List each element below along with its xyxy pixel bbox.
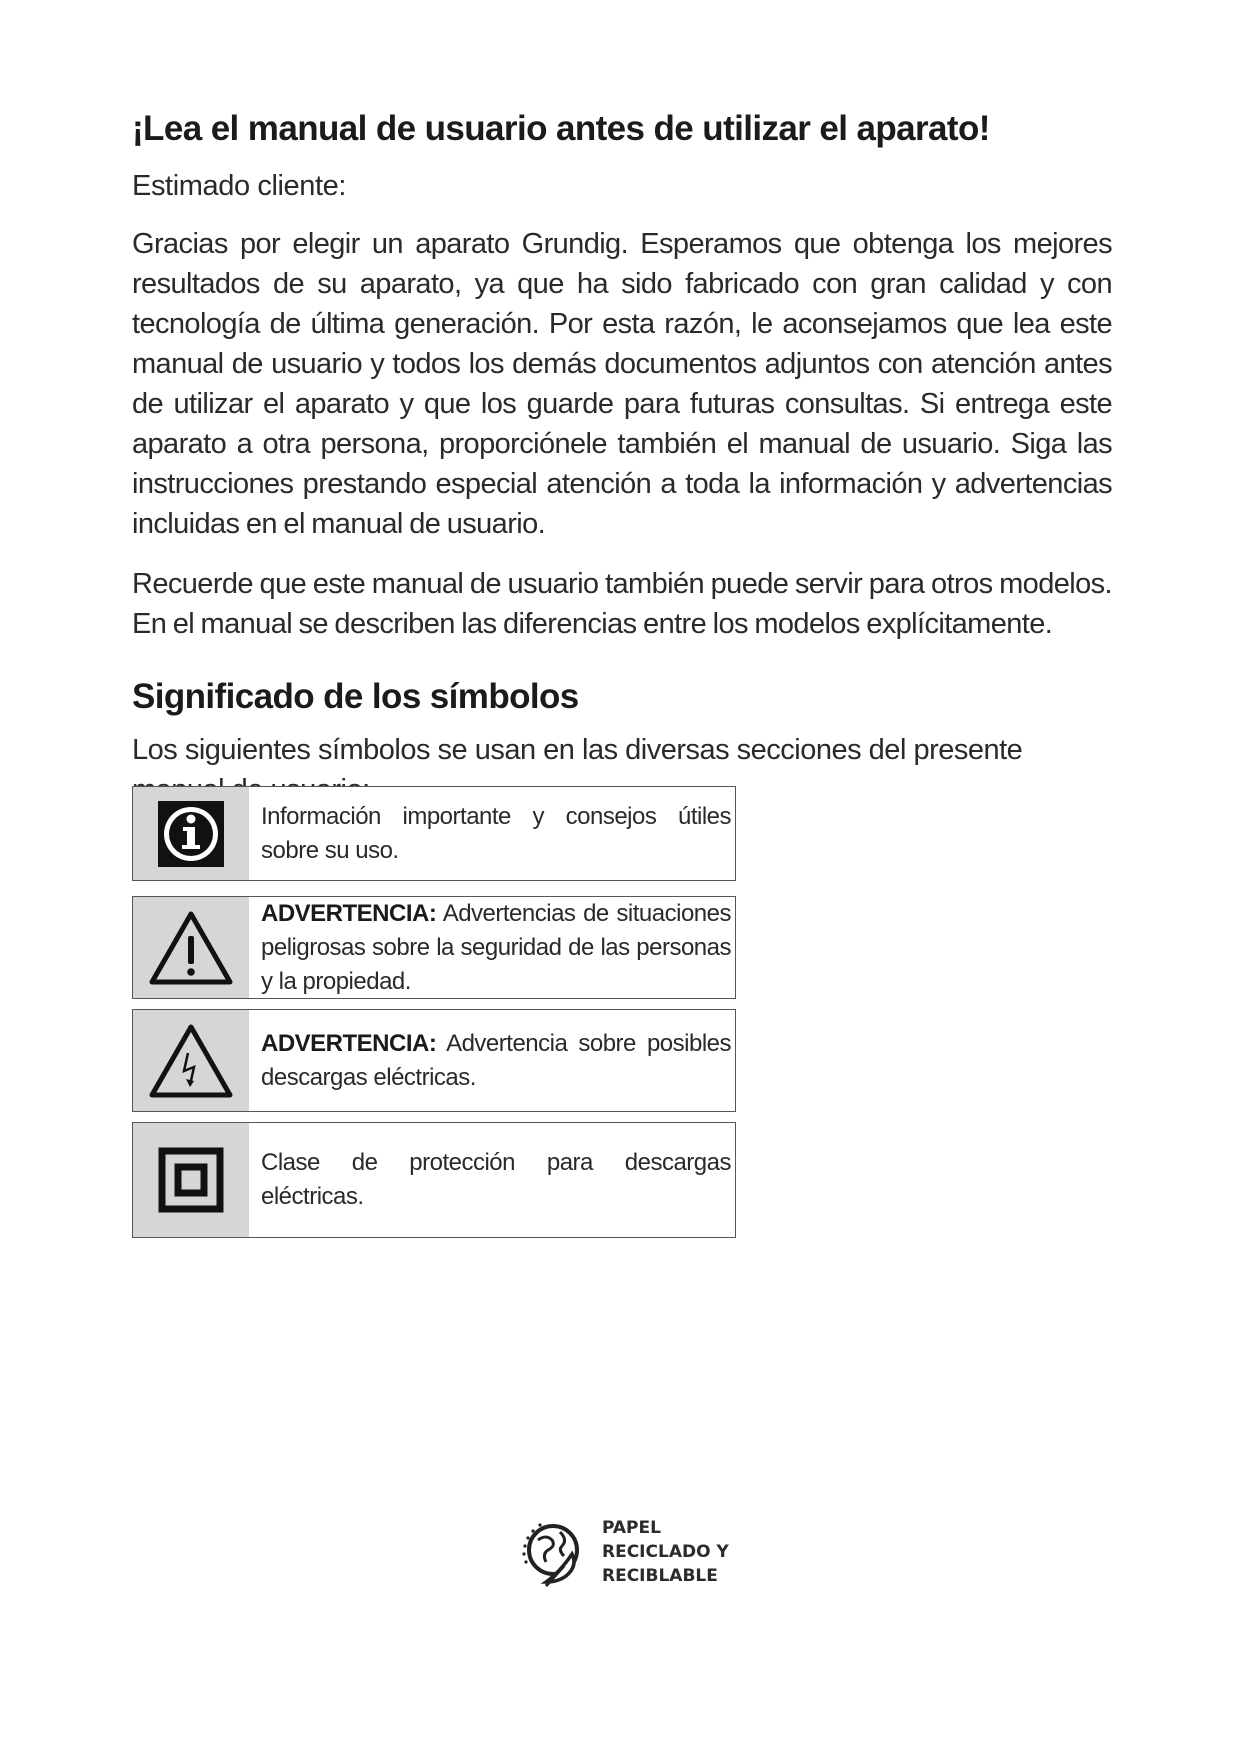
symbol-row-protection xyxy=(132,1122,736,1238)
symbol-description xyxy=(249,787,735,880)
logo-text xyxy=(602,1516,729,1588)
symbol-row-info xyxy=(132,786,736,881)
symbols-table xyxy=(132,786,736,1238)
symbol-text: Información importante y consejos útiles sobre su uso. xyxy=(261,802,731,864)
symbol-description xyxy=(249,1010,735,1111)
logo-line: PAPEL xyxy=(602,1518,661,1538)
warning-triangle-icon xyxy=(148,910,234,986)
symbol-row-electric xyxy=(132,1009,736,1112)
symbol-icon-cell xyxy=(133,1010,249,1111)
protection-class-icon xyxy=(158,1147,224,1213)
warning-label: ADVERTENCIA: xyxy=(261,1029,437,1057)
symbol-icon-cell xyxy=(133,1123,249,1237)
recycled-paper-icon xyxy=(516,1510,590,1594)
symbol-row-warning xyxy=(132,896,736,999)
symbol-description xyxy=(249,1123,735,1237)
paragraph-thanks: Gracias por elegir un aparato Grundig. Esperamos que obtenga los mejores resultados de su aparato, ya que ha sido fabricado con gran calidad y con tecnología de última generación. Por esta razón, le aconsejamos que lea este manual de usuario y todos los demás documentos adjuntos con atención antes de utilizar el aparato y que los guarde para futuras consultas. Si entrega este aparato a otra persona, proporciónele también el manual de usuario. Siga las instrucciones prestando especial atención a toda la información y advertencias incluidas en el manual de usuario. xyxy=(132,228,1112,540)
symbol-icon-cell xyxy=(133,787,249,880)
symbol-text: Advertencia sobre posibles descargas eléctricas. xyxy=(261,1029,732,1091)
symbol-icon-cell xyxy=(133,897,249,998)
paragraph-models: Recuerde que este manual de usuario también puede servir para otros modelos. En el manual se describen las diferencias entre los modelos explícitamente. xyxy=(132,568,1112,640)
intro-section xyxy=(132,102,1112,810)
warning-label: ADVERTENCIA: xyxy=(261,899,437,927)
electric-shock-warning-icon xyxy=(148,1023,234,1099)
recycled-paper-logo xyxy=(516,1510,729,1594)
page-title: ¡Lea el manual de usuario antes de utilizar el aparato! xyxy=(132,109,990,148)
symbol-text: Clase de protección para descargas eléctricas. xyxy=(261,1149,731,1210)
logo-line: RECIBLABLE xyxy=(602,1566,718,1586)
info-icon xyxy=(156,799,226,869)
symbol-description xyxy=(249,897,735,998)
symbols-intro: Los siguientes símbolos se usan en las diversas secciones del presente xyxy=(132,734,1023,766)
greeting: Estimado cliente: xyxy=(132,170,347,202)
logo-line: RECICLADO Y xyxy=(602,1542,729,1562)
symbols-heading: Significado de los símbolos xyxy=(132,677,579,716)
symbol-text: Advertencias de situaciones peligrosas sobre la seguridad de las personas y la propiedad. xyxy=(261,899,732,995)
